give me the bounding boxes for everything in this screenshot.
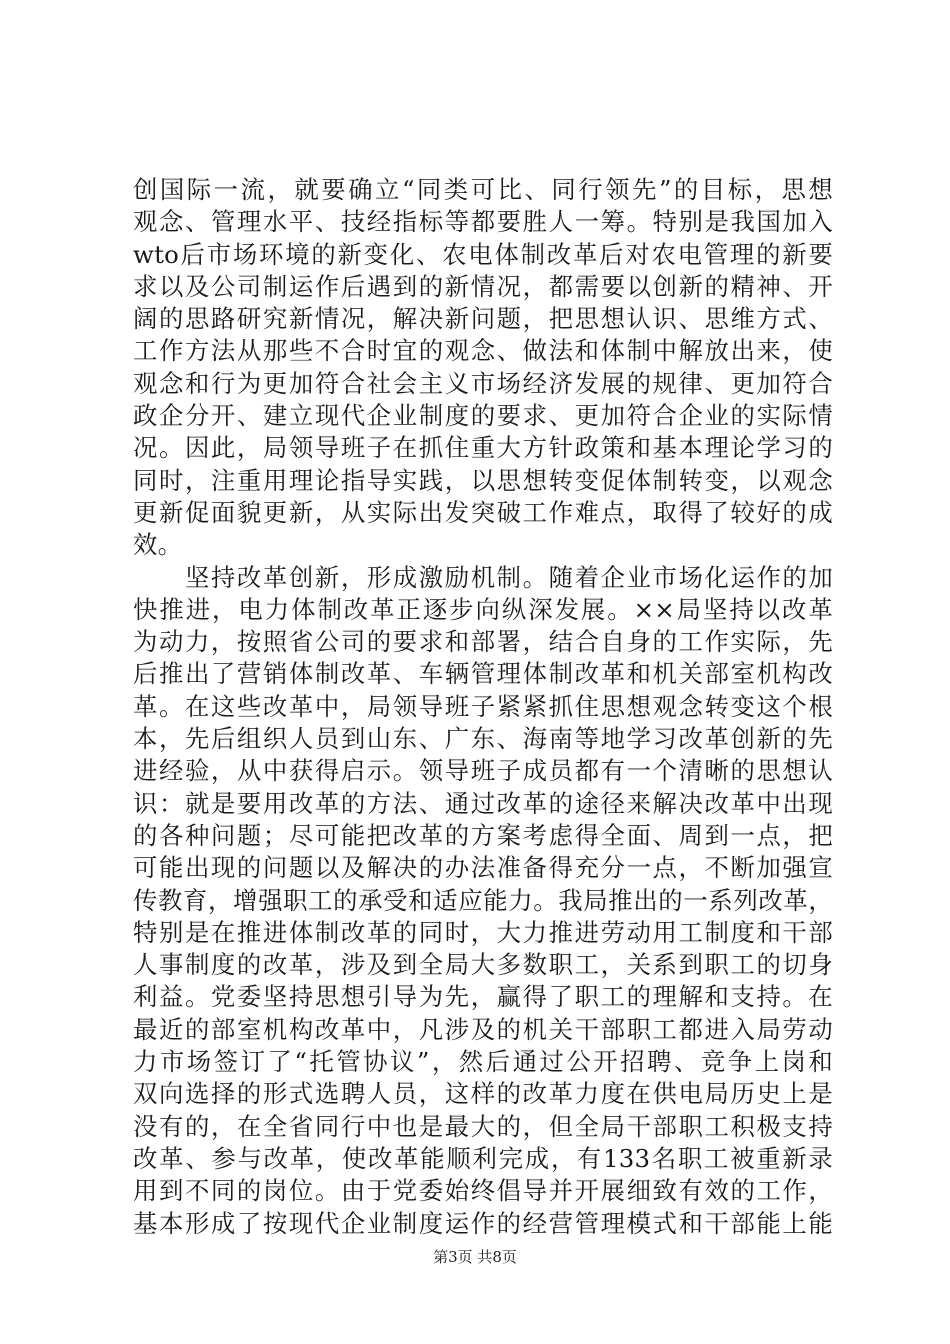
paragraph-2 <box>133 562 833 1240</box>
text-line: 后推出了营销体制改革、车辆管理体制改革和机关部室机构改 <box>133 659 833 689</box>
text-line: 改革、参与改革，使改革能顺利完成，有133名职工被重新录 <box>133 1143 833 1173</box>
text-line: 况。因此，局领导班子在抓住重大方针政策和基本理论学习的 <box>133 433 833 463</box>
text-line: 特别是在推进体制改革的同时，大力推进劳动用工制度和干部 <box>133 917 833 947</box>
body-text <box>133 174 833 1240</box>
text-line: 传教育，增强职工的承受和适应能力。我局推出的一系列改革， <box>133 885 833 915</box>
paragraph-1 <box>133 174 833 562</box>
text-line: 快推进，电力体制改革正逐步向纵深发展。××局坚持以改革 <box>133 594 833 624</box>
text-line: 没有的，在全省同行中也是最大的，但全局干部职工积极支持 <box>133 1111 833 1141</box>
text-line: 革。在这些改革中，局领导班子紧紧抓住思想观念转变这个根 <box>133 691 833 721</box>
text-line: 更新促面貌更新，从实际出发突破工作难点，取得了较好的成 <box>133 497 833 527</box>
text-line: 坚持改革创新，形成激励机制。随着企业市场化运作的加 <box>133 562 833 592</box>
text-line: 本，先后组织人员到山东、广东、海南等地学习改革创新的先 <box>133 724 833 754</box>
text-line: 观念、管理水平、技经指标等都要胜人一筹。特别是我国加入 <box>133 207 833 237</box>
text-line: 人事制度的改革，涉及到全局大多数职工，关系到职工的切身 <box>133 950 833 980</box>
text-line: 可能出现的问题以及解决的办法准备得充分一点，不断加强宣 <box>133 853 833 883</box>
text-line: 用到不同的岗位。由于党委始终倡导并开展细致有效的工作， <box>133 1176 833 1206</box>
text-line: 阔的思路研究新情况，解决新问题，把思想认识、思维方式、 <box>133 304 833 334</box>
text-line: 基本形成了按现代企业制度运作的经营管理模式和干部能上能 <box>133 1208 833 1238</box>
text-line: 创国际一流，就要确立“同类可比、同行领先”的目标，思想 <box>133 175 833 204</box>
text-line: 为动力，按照省公司的要求和部署，结合自身的工作实际，先 <box>133 627 833 657</box>
text-line: 最近的部室机构改革中，凡涉及的机关干部职工都进入局劳动 <box>133 1014 833 1044</box>
text-line: 政企分开、建立现代企业制度的要求、更加符合企业的实际情 <box>133 401 833 431</box>
text-line: 工作方法从那些不合时宜的观念、做法和体制中解放出来，使 <box>133 336 833 366</box>
page-number-footer: 第3页 共8页 <box>433 1248 517 1266</box>
text-line: 观念和行为更加符合社会主义市场经济发展的规律、更加符合 <box>133 368 833 398</box>
text-line: 同时，注重用理论指导实践，以思想转变促体制转变，以观念 <box>133 465 833 495</box>
text-line: 的各种问题；尽可能把改革的方案考虑得全面、周到一点，把 <box>133 820 833 850</box>
text-line: 双向选择的形式选聘人员，这样的改革力度在供电局历史上是 <box>133 1079 833 1109</box>
text-line: 力市场签订了“托管协议”，然后通过公开招聘、竞争上岗和 <box>133 1047 833 1077</box>
text-line: 效。 <box>133 530 183 560</box>
text-line: wto后市场环境的新变化、农电体制改革后对农电管理的新要 <box>133 239 833 269</box>
text-line: 识：就是要用改革的方法、通过改革的途径来解决改革中出现 <box>133 788 833 818</box>
text-line: 利益。党委坚持思想引导为先，赢得了职工的理解和支持。在 <box>133 982 833 1012</box>
text-line: 进经验，从中获得启示。领导班子成员都有一个清晰的思想认 <box>133 756 833 786</box>
text-line: 求以及公司制运作后遇到的新情况，都需要以创新的精神、开 <box>133 271 833 301</box>
